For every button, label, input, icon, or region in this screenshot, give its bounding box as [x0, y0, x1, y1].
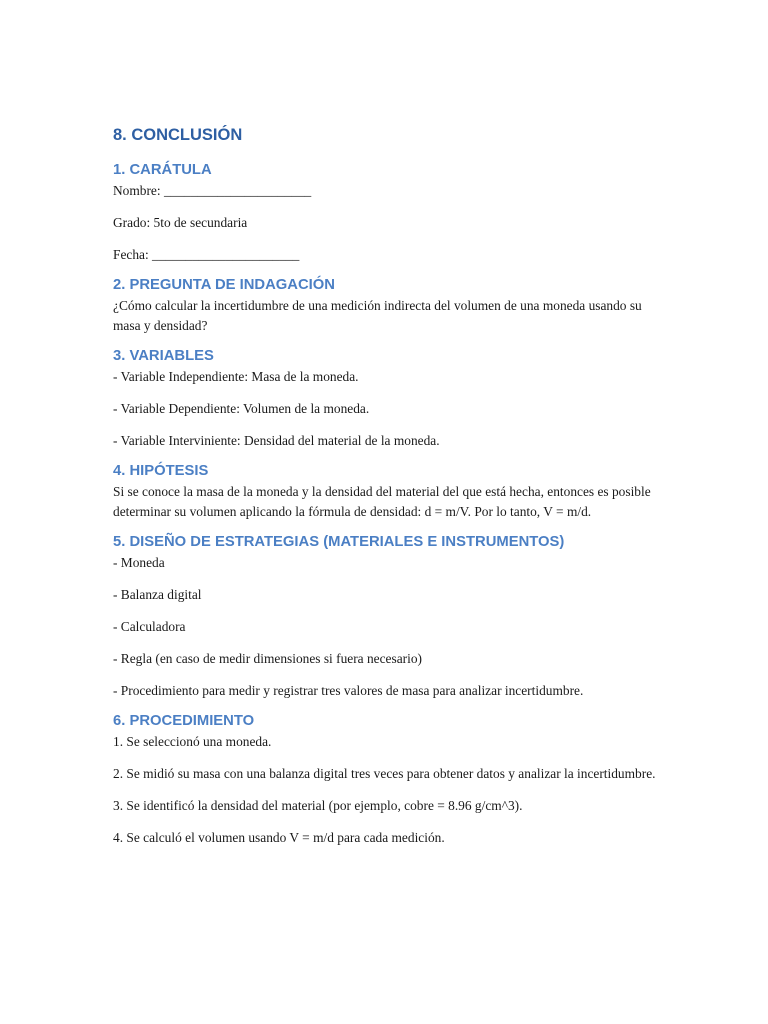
paragraph-variable-interviniente: - Variable Interviniente: Densidad del material de la moneda.	[113, 433, 440, 448]
section-caratula	[113, 160, 658, 265]
paragraph-fecha: Fecha: ______________________	[113, 247, 300, 262]
section-heading: 4. HIPÓTESIS	[113, 463, 209, 479]
paragraph-pregunta: ¿Cómo calcular la incertidumbre de una medición indirecta del volumen de una moneda usando su masa y densidad?	[113, 298, 642, 333]
paragraph-variable-dependiente: - Variable Dependiente: Volumen de la moneda.	[113, 401, 370, 416]
section-variables	[113, 346, 658, 451]
list-item-step: 2. Se midió su masa con una balanza digital tres veces para obtener datos y analizar la incertidumbre.	[113, 766, 656, 781]
document-page	[113, 124, 658, 858]
paragraph-grado: Grado: 5to de secundaria	[113, 215, 248, 230]
list-item-material: - Procedimiento para medir y registrar tres valores de masa para analizar incertidumbre.	[113, 683, 584, 698]
list-item-step: 1. Se seleccionó una moneda.	[113, 734, 272, 749]
list-item-material: - Calculadora	[113, 619, 186, 634]
section-pregunta	[113, 275, 658, 336]
section-heading: 2. PREGUNTA DE INDAGACIÓN	[113, 277, 335, 293]
document-title: 8. CONCLUSIÓN	[113, 126, 243, 144]
section-procedimiento	[113, 711, 658, 848]
section-heading: 5. DISEÑO DE ESTRATEGIAS (MATERIALES E INSTRUMENTOS)	[113, 534, 565, 550]
section-diseno	[113, 532, 658, 701]
list-item-material: - Regla (en caso de medir dimensiones si fuera necesario)	[113, 651, 422, 666]
section-hipotesis	[113, 461, 658, 522]
paragraph-variable-independiente: - Variable Independiente: Masa de la moneda.	[113, 369, 359, 384]
section-heading: 1. CARÁTULA	[113, 162, 212, 178]
list-item-step: 3. Se identificó la densidad del material (por ejemplo, cobre = 8.96 g/cm^3).	[113, 798, 523, 813]
list-item-material: - Balanza digital	[113, 587, 202, 602]
section-heading: 6. PROCEDIMIENTO	[113, 713, 255, 729]
section-heading: 3. VARIABLES	[113, 348, 214, 364]
paragraph-nombre: Nombre: ______________________	[113, 183, 312, 198]
list-item-step: 4. Se calculó el volumen usando V = m/d para cada medición.	[113, 830, 445, 845]
list-item-material: - Moneda	[113, 555, 165, 570]
paragraph-hipotesis: Si se conoce la masa de la moneda y la densidad del material del que está hecha, entonces es posible determinar su volumen aplicando la fórmula de densidad: d = m/V. Por lo tanto, V = m/d.	[113, 484, 651, 519]
